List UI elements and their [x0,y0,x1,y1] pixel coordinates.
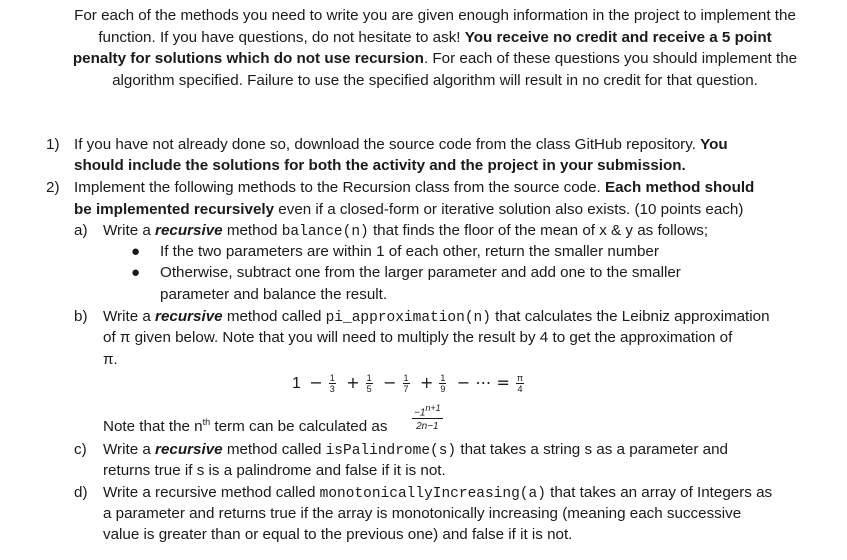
sub-d-pre: Write a recursive method called [103,484,320,501]
fraction-numerator: 1 [366,373,372,384]
item-1-bold-b: should include the solutions for both the activity and the project in your submission. [74,157,686,174]
sub-c-line-1 [103,439,728,462]
fraction-numerator: 1 [403,373,409,384]
sub-c-post: that takes a string s as a parameter and [456,441,728,458]
term-num: −1 [414,407,426,419]
item-2-bold-a: Each method should [604,179,755,196]
sub-a-mid: method [222,222,282,239]
sub-a-post: that finds the floor of the mean of x & y as follows; [368,222,709,239]
equation-fraction [329,373,336,394]
item-1-line-1 [74,134,728,155]
note-pre: Note that the n [103,418,203,436]
sub-b-post: that calculates the Leibniz approximation [490,308,770,325]
fraction-numerator: 1 [440,373,446,384]
equation-fraction [403,373,410,394]
equation-rhs [516,373,524,394]
sub-d-line-3: value is greater than or equal to the previous one) and false if it is not. [103,526,573,543]
item-1-bold-a: You [700,136,728,153]
sub-c-code: isPalindrome(s) [325,443,457,459]
rhs-denominator: 4 [517,384,523,395]
intro-penalty-text: You receive no credit and receive a 5 point penalty for solutions which do not use recursion [72,28,772,67]
sub-b-line-2: of π given below. Note that you will need to multiply the result by 4 to get the approximation of [103,329,733,346]
item-1-text: If you have not already done so, download the source code from the class GitHub repository. [74,136,701,153]
sub-a-code: balance(n) [281,224,369,240]
sub-c-letter: c) [74,441,87,458]
sub-b-letter: b) [74,308,88,325]
equation-fraction [439,373,446,394]
note-sup: th [202,417,211,427]
fraction-denominator: 5 [366,384,372,395]
sub-d-post: that takes an array of Integers as [545,484,773,501]
bullet-2-text: Otherwise, subtract one from the larger parameter and add one to the smaller [160,264,681,281]
sub-d-code: monotonicallyIncreasing(a) [319,486,546,502]
fraction-denominator: 3 [329,384,335,395]
sub-a-emphasis: recursive [155,222,223,239]
intro-text: For each of the methods you need to write you are given enough information in the project to implement the function. If you have questions, do not hesitate to ask! [74,7,796,46]
sub-b-mid: method called [222,308,326,325]
equation-one: 1 [292,375,301,392]
equation-ellipsis: − ⋯ = [456,373,510,392]
sub-d-letter: d) [74,484,88,501]
equation-op: − [309,373,323,392]
item-2-line-2 [74,199,743,220]
leibniz-equation [292,373,526,394]
sub-c-mid: method called [222,441,326,458]
fraction-numerator: 1 [329,373,335,384]
nth-term-denominator: 2n−1 [416,421,439,433]
sub-a-line [103,220,708,243]
sub-a-pre: Write a [103,222,156,239]
intro-text-end: . For each of these questions you should implement the algorithm specified. Failure to use the specified algorithm will result in no credit for that question. [112,50,798,89]
sub-b-pre: Write a [103,308,156,325]
nth-term-numerator [412,403,443,419]
sub-d-line-1 [103,482,772,505]
nth-term-fraction [412,403,443,432]
item-2-bold-b: be implemented recursively [74,201,275,218]
item-2-line-1 [74,177,754,198]
item-2-rest: even if a closed-form or iterative solution also exists. (10 points each) [274,201,744,218]
fraction-denominator: 7 [403,384,409,395]
sub-b-line-3: π. [103,351,118,368]
sub-b-emphasis: recursive [155,308,223,325]
term-num-sup: n+1 [425,403,441,413]
fraction-denominator: 9 [440,384,446,395]
note-post: term can be calculated as [210,418,388,436]
sub-c-emphasis: recursive [155,441,223,458]
bullet-1-dot: ● [131,243,141,260]
item-2-text: Implement the following methods to the Recursion class from the source code. [74,179,605,196]
bullet-1-text: If the two parameters are within 1 of each other, return the smaller number [160,243,659,260]
sub-c-pre: Write a [103,441,156,458]
equation-op: + [346,373,360,392]
item-1-number: 1) [46,136,60,153]
sub-d-line-2: a parameter and returns true if the array is monotonically increasing (meaning each successive [103,505,742,522]
bullet-2-dot: ● [131,264,141,281]
sub-b-line-1 [103,306,770,329]
equation-op: + [419,373,434,392]
sub-c-line-2: returns true if s is a palindrome and false if it is not. [103,462,446,479]
item-1-line-2 [74,155,686,176]
intro-paragraph [70,5,800,91]
bullet-2-text-cont: parameter and balance the result. [160,286,388,303]
item-2-number: 2) [46,179,60,196]
equation-fraction [366,373,373,394]
rhs-numerator: π [516,373,524,384]
sub-a-letter: a) [74,222,88,239]
equation-op: − [383,373,397,392]
nth-term-note [103,412,387,437]
sub-b-code: pi_approximation(n) [325,310,491,326]
